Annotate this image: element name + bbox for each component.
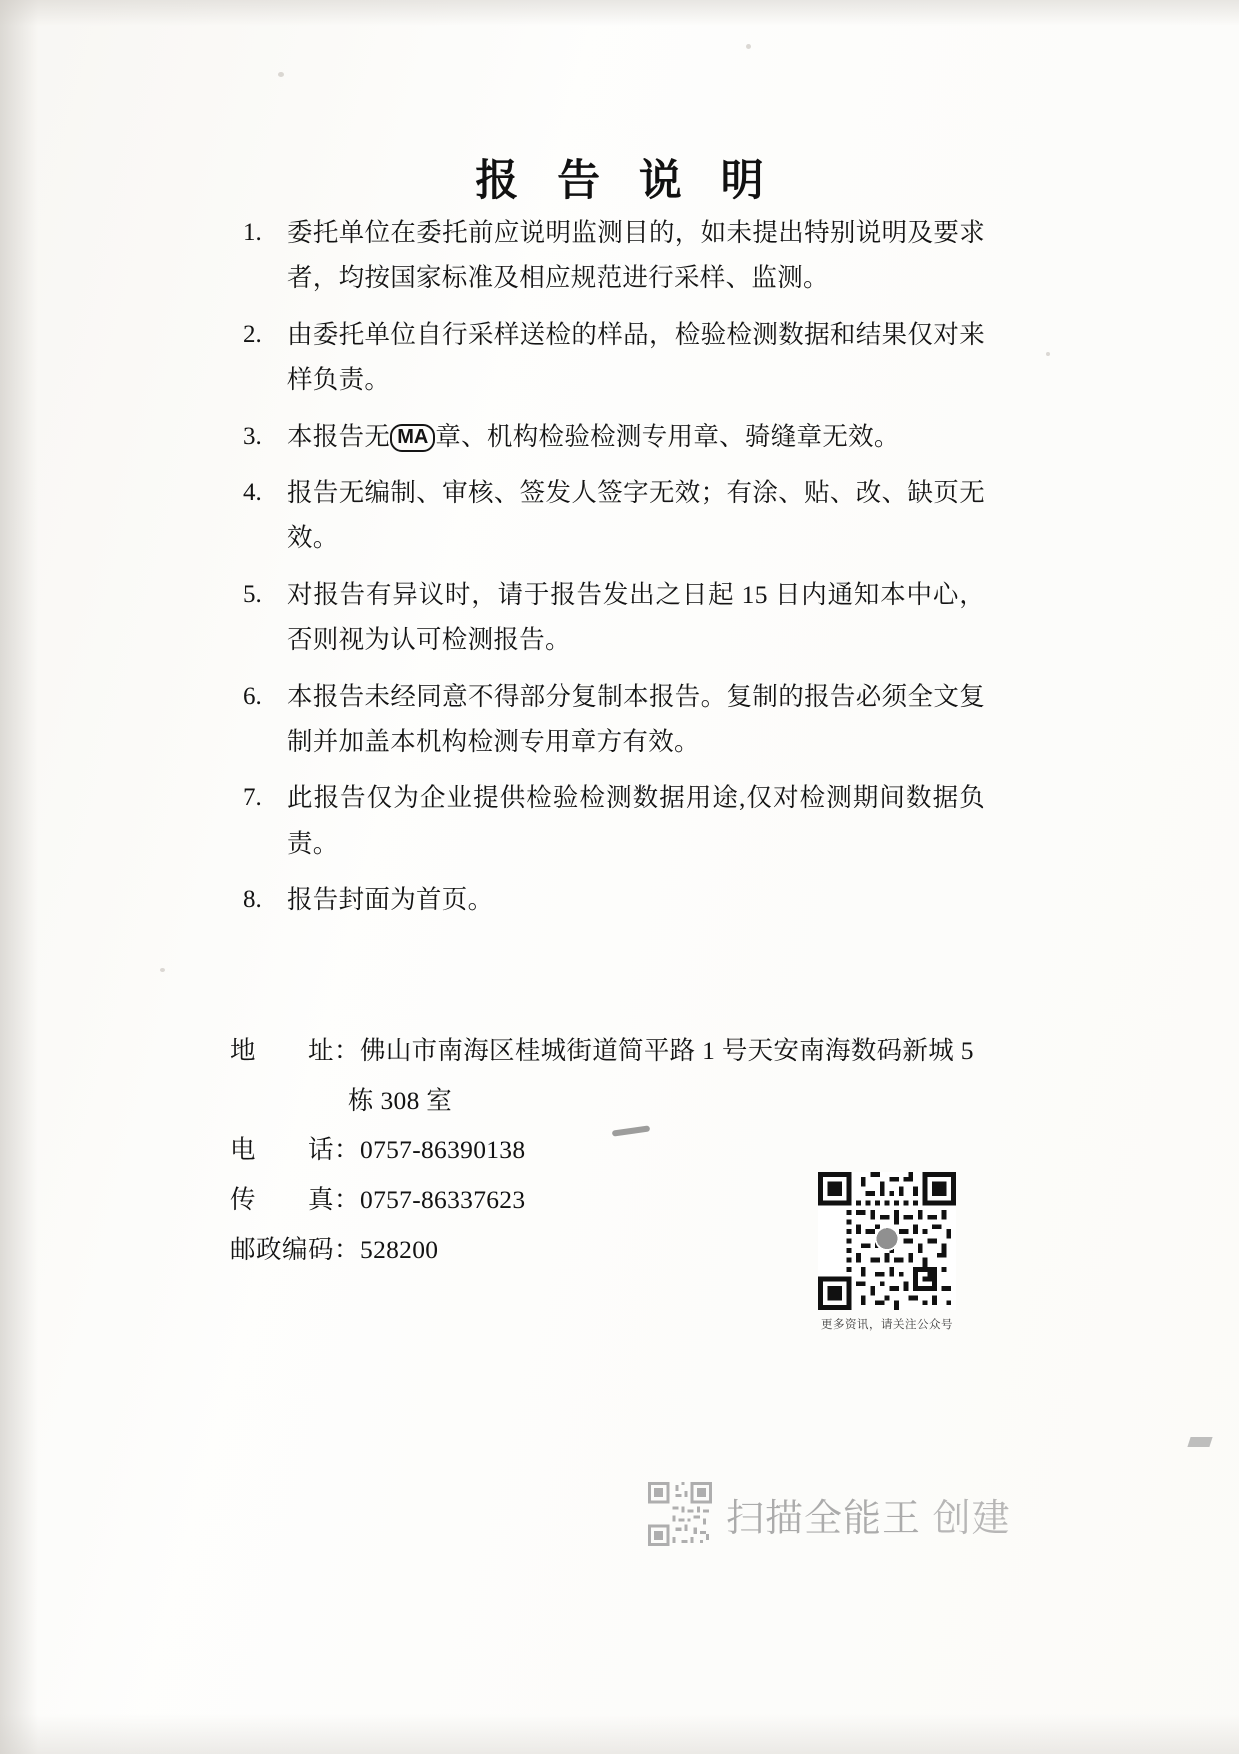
list-item-text: 委托单位在委托前应说明监测目的，如未提出特别说明及要求者，均按国家标准及相应规范进行采样、监测。: [287, 218, 985, 293]
list-item: [243, 775, 985, 866]
scan-corner-mark: [1187, 1437, 1212, 1447]
list-item-number: 3.: [243, 422, 262, 450]
contact-address-value-line2: 栋 308 室: [348, 1085, 453, 1115]
contact-address-label: 地 址：: [230, 1036, 361, 1065]
watermark-qr-icon: [648, 1482, 712, 1546]
watermark-text-sub: 创建: [932, 1497, 1011, 1540]
list-item-number: 1.: [243, 219, 262, 246]
camscanner-watermark: [648, 1482, 1011, 1546]
list-item: [243, 470, 985, 561]
list-item-text: 对报告有异议时，请于报告发出之日起 15 日内通知本中心，否则视为认可检测报告。: [287, 579, 985, 655]
list-item-number: 7.: [243, 784, 262, 812]
contact-fax-label: 传 真：: [230, 1185, 361, 1215]
watermark-text: [726, 1487, 1011, 1542]
list-item-number: 8.: [243, 886, 262, 913]
contact-phone-row: [230, 1125, 990, 1175]
list-item-text: 报告封面为首页。: [287, 885, 494, 914]
qr-caption: 更多资讯，请关注公众号: [821, 1319, 953, 1331]
list-item-text: 报告无编制、审核、签发人签字无效；有涂、贴、改、缺页无效。: [287, 478, 985, 553]
list-item: [243, 572, 985, 663]
scan-speck: [278, 72, 284, 77]
list-item: [243, 312, 985, 403]
company-qr-block: [818, 1172, 956, 1332]
list-item: [243, 877, 985, 923]
list-item-text-after: 章、机构检验检测专用章、骑缝章无效。: [435, 421, 900, 451]
list-item-number: 2.: [243, 320, 262, 348]
scan-edge-bottom: [0, 1714, 1239, 1754]
scan-speck: [160, 968, 165, 972]
qr-code-icon: [818, 1172, 956, 1310]
page-title: 报 告 说 明: [475, 157, 778, 205]
ma-stamp-icon: MA: [390, 424, 435, 452]
contact-fax-value: 0757-86337623: [360, 1185, 526, 1215]
scan-speck: [746, 44, 751, 49]
list-item: [243, 210, 985, 301]
contact-address-row: [230, 1026, 990, 1076]
list-item-number: 5.: [243, 580, 262, 608]
list-item-text: 由委托单位自行采样送检的样品，检验检测数据和结果仅对来样负责。: [287, 319, 985, 395]
contact-postcode-label: 邮政编码：: [230, 1234, 361, 1264]
list-item-text-before: 本报告无: [287, 421, 391, 451]
list-item-text: 此报告仅为企业提供检验检测数据用途,仅对检测期间数据负责。: [287, 783, 985, 858]
list-item-text: [287, 414, 985, 459]
list-item: [243, 674, 985, 765]
list-item-number: 4.: [243, 479, 262, 506]
contact-phone-label: 电 话：: [230, 1135, 361, 1165]
list-item-ma-stamp: [243, 414, 985, 460]
list-item-number: 6.: [243, 682, 262, 710]
contact-postcode-value: 528200: [360, 1234, 439, 1264]
contact-phone-value: 0757-86390138: [360, 1135, 526, 1165]
report-notes-list: [243, 210, 985, 934]
contact-address-value: 佛山市南海区桂城街道简平路 1 号天安南海数码新城 5: [360, 1036, 974, 1065]
list-item-text: 本报告未经同意不得部分复制本报告。复制的报告必须全文复制并加盖本机构检测专用章方有效。: [287, 681, 985, 756]
scan-edge-top: [0, 0, 1239, 26]
watermark-text-main: 扫描全能王: [726, 1497, 922, 1540]
scan-speck: [1046, 352, 1050, 356]
scan-edge-left: [0, 0, 38, 1754]
